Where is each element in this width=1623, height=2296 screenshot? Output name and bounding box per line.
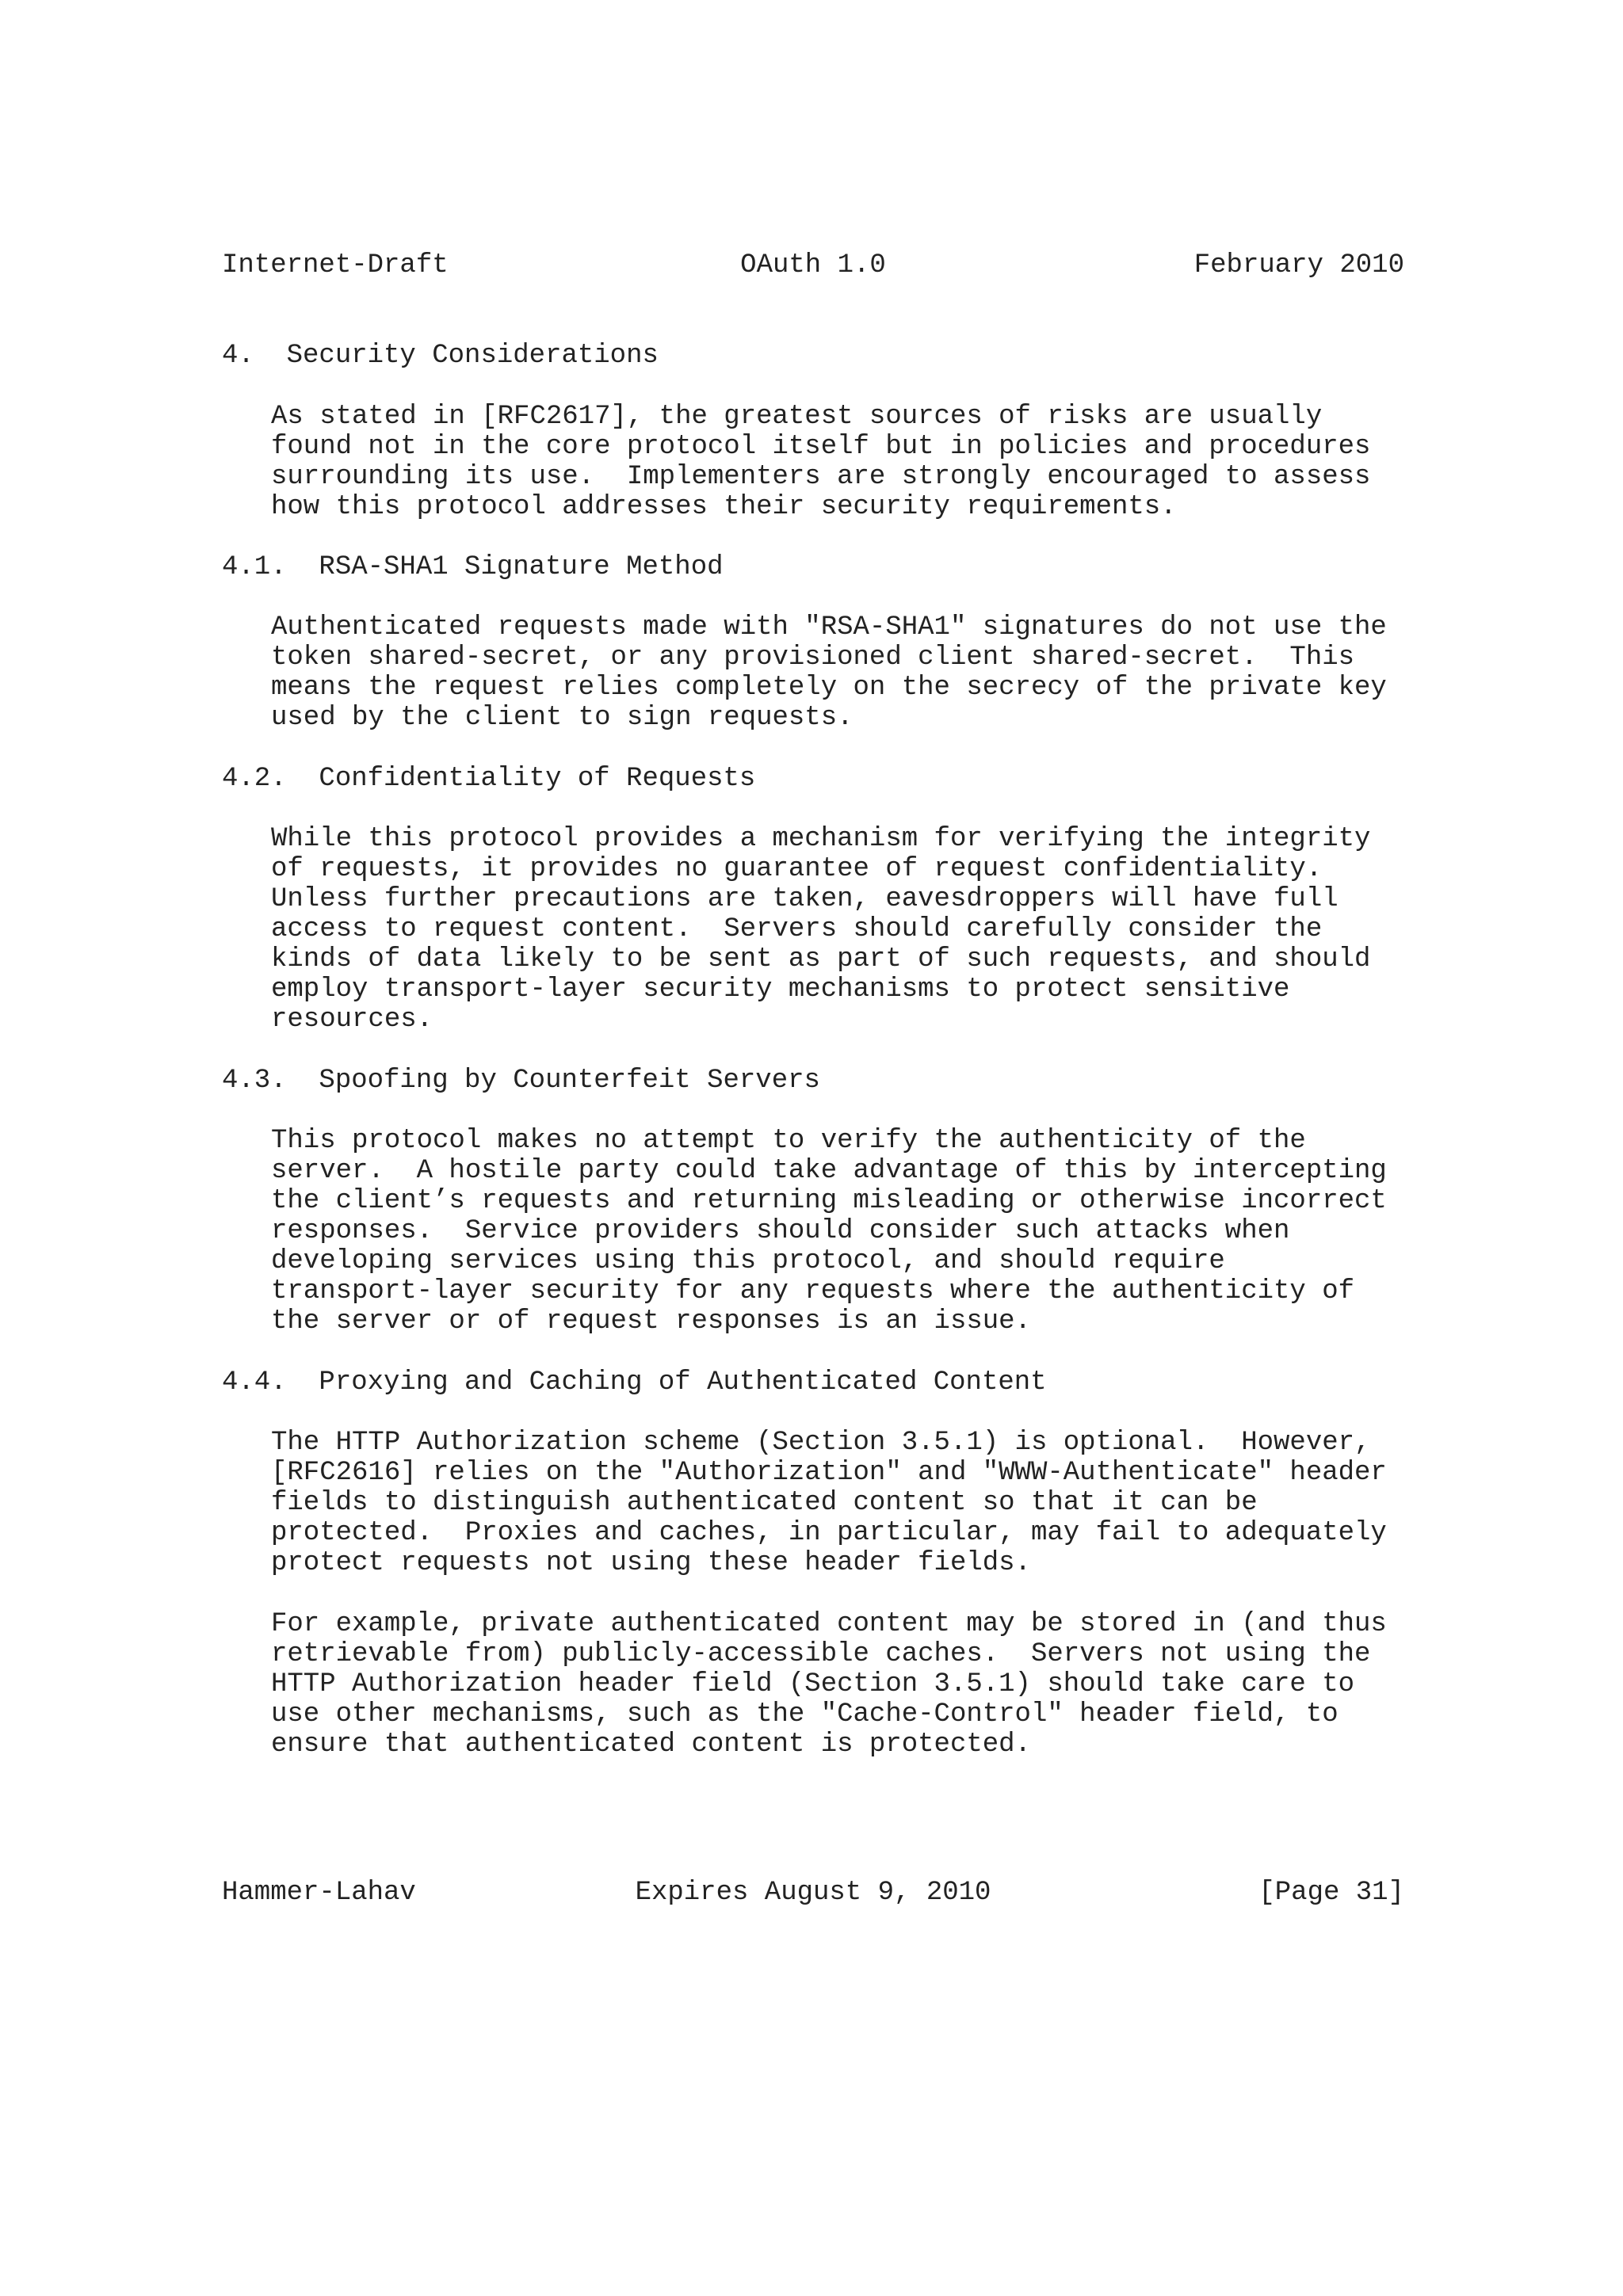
header-left: Internet-Draft bbox=[222, 250, 449, 280]
footer-center: Expires August 9, 2010 bbox=[635, 1878, 991, 1908]
running-footer bbox=[222, 1878, 1404, 1909]
section-4-4-paragraph-1: The HTTP Authorization scheme (Section 3.5.1) is optional. However, [RFC2616] relies on the "Authorization" and "WWW-Authenticate" header fields to distinguish authenticated content so that it can be protected. Proxies and caches, in particular, may fail to adequately protect requests not using these header fields. bbox=[271, 1428, 1387, 1578]
section-heading-4-4: 4.4. Proxying and Caching of Authenticated Content bbox=[222, 1367, 1047, 1398]
section-heading-4: 4. Security Considerations bbox=[222, 341, 659, 371]
section-4-4-paragraph-2: For example, private authenticated content may be stored in (and thus retrievable from) publicly-accessible caches. Servers not using the HTTP Authorization header field (Section 3.5.1) should take care to use other mechanisms, such as the "Cache-Control" header field, to ensure that authenticated content is protected. bbox=[271, 1609, 1387, 1760]
section-heading-4-3: 4.3. Spoofing by Counterfeit Servers bbox=[222, 1066, 820, 1096]
footer-left: Hammer-Lahav bbox=[222, 1878, 416, 1908]
section-heading-4-1: 4.1. RSA-SHA1 Signature Method bbox=[222, 552, 724, 582]
section-4-paragraph-1: As stated in [RFC2617], the greatest sources of risks are usually found not in the core protocol itself but in policies and procedures surrounding its use. Implementers are strongly encouraged to assess how this protocol addresses their security requirements. bbox=[271, 402, 1371, 522]
section-4-1-paragraph-1: Authenticated requests made with "RSA-SHA1" signatures do not use the token shared-secret, or any provisioned client shared-secret. This means the request relies completely on the secrecy of the private key used by the client to sign requests. bbox=[271, 612, 1387, 733]
header-center: OAuth 1.0 bbox=[740, 250, 886, 280]
section-heading-4-2: 4.2. Confidentiality of Requests bbox=[222, 764, 756, 794]
section-4-3-paragraph-1: This protocol makes no attempt to verify the authenticity of the server. A hostile party could take advantage of this by intercepting the client’s requests and returning misleading or otherwise incorrect responses. Service providers should consider such attacks when developing services using this protocol, and should require transport-layer security for any requests where the authenticity of the server or of request responses is an issue. bbox=[271, 1126, 1387, 1337]
section-4-2-paragraph-1: While this protocol provides a mechanism for verifying the integrity of requests, it provides no guarantee of request confidentiality. Unless further precautions are taken, eavesdroppers will have full access to request content. Servers should carefully consider the kinds of data likely to be sent as part of such requests, and should employ transport-layer security mechanisms to protect sensitive resources. bbox=[271, 824, 1371, 1035]
header-right: February 2010 bbox=[1193, 250, 1404, 280]
footer-right: [Page 31] bbox=[1258, 1878, 1404, 1908]
running-header bbox=[222, 250, 1404, 282]
